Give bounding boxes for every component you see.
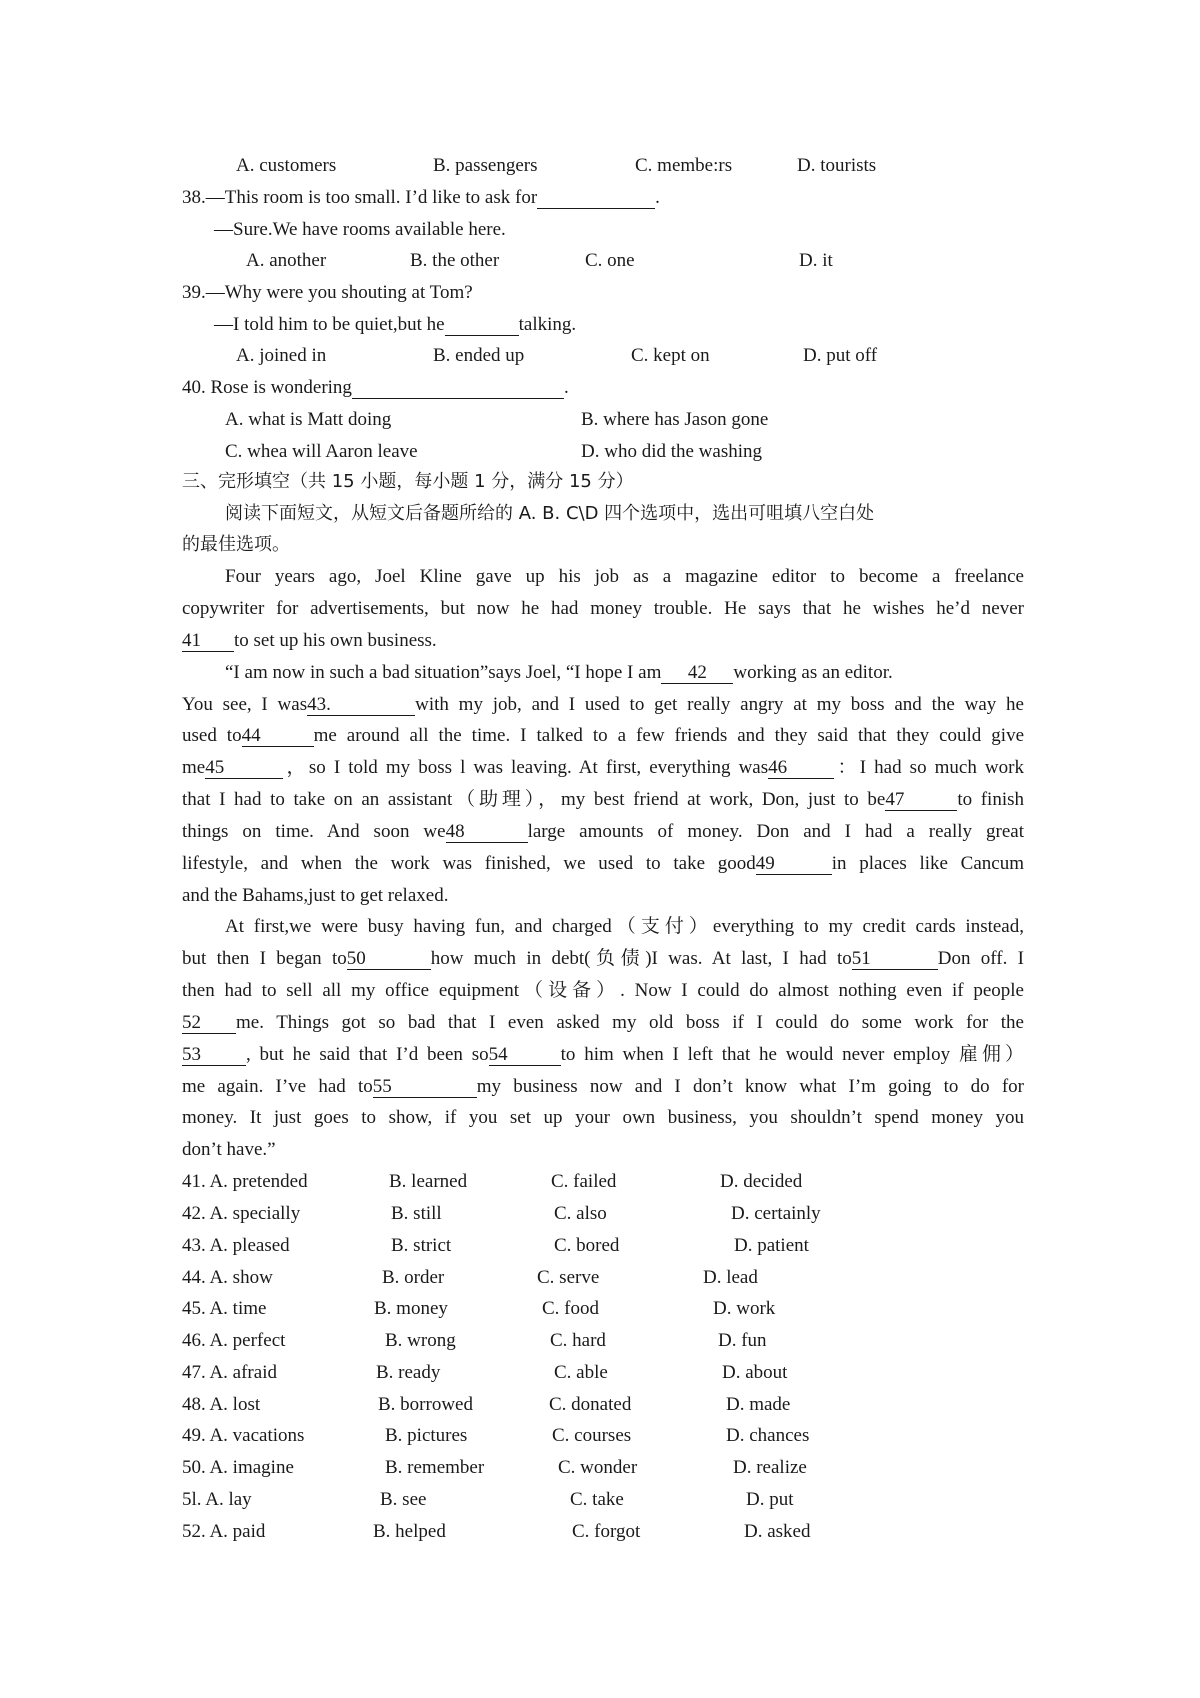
- choice-42-d: D. certainly: [731, 1203, 821, 1224]
- choice-50-c: C. wonder: [558, 1457, 638, 1478]
- q39-stem: 39.—Why were you shouting at Tom?: [182, 282, 473, 303]
- q37-option-d: D. tourists: [797, 155, 877, 176]
- blank-45: 45: [205, 758, 283, 779]
- q39-option-c: C. kept on: [631, 345, 710, 366]
- choice-46-a: 46. A. perfect: [182, 1330, 286, 1351]
- choice-52-b: B. helped: [373, 1521, 446, 1542]
- choice-48-a: 48. A. lost: [182, 1394, 261, 1415]
- choice-50-a: 50. A. imagine: [182, 1457, 294, 1478]
- choice-41-b: B. learned: [389, 1171, 468, 1192]
- passage-line: that I had to take on an assistant（助理），my best friend at work, Don, just to be47 to finish: [182, 789, 1025, 810]
- q38-reply: —Sure.We have rooms available here.: [214, 219, 506, 240]
- passage-line: money. It just goes to show, if you set up your own business, you shouldn’t spend money you: [182, 1107, 1024, 1128]
- blank-47: 47: [885, 790, 957, 811]
- passage-line: don’t have.”: [182, 1139, 276, 1160]
- blank-42: 42: [661, 663, 733, 684]
- q38-blank: [537, 188, 655, 209]
- choice-44-c: C. serve: [537, 1267, 600, 1288]
- passage-line: At first,we were busy having fun, and charged（支付）everything to my credit cards instead,: [225, 916, 1024, 937]
- q40-stem: 40. Rose is wondering .: [182, 377, 569, 398]
- choice-44-b: B. order: [382, 1267, 445, 1288]
- q37-option-c: C. membe:rs: [635, 155, 733, 176]
- choice-43-d: D. patient: [734, 1235, 809, 1256]
- choice-51-c: C. take: [570, 1489, 624, 1510]
- blank-44: 44: [242, 726, 314, 747]
- choice-52-a: 52. A. paid: [182, 1521, 266, 1542]
- blank-41: 41: [182, 631, 234, 652]
- q40-option-c: C. whea will Aaron leave: [225, 441, 418, 462]
- q40-option-d: D. who did the washing: [581, 441, 763, 462]
- blank-50: 50: [347, 949, 431, 970]
- choice-43-a: 43. A. pleased: [182, 1235, 290, 1256]
- passage-line: 41 to set up his own business.: [182, 630, 437, 651]
- section3-instructions-line1: 阅读下面短文，从短文后备题所给的 A. B. C\D 四个选项中，选出可咀填八空白处: [225, 503, 875, 524]
- choice-44-d: D. lead: [703, 1267, 758, 1288]
- passage-line: lifestyle, and when the work was finished, we used to take good49 in places like Cancum: [182, 853, 1024, 874]
- choice-49-b: B. pictures: [385, 1425, 468, 1446]
- blank-51: 51: [852, 949, 938, 970]
- choice-51-a: 5l. A. lay: [182, 1489, 252, 1510]
- choice-47-c: C. able: [554, 1362, 608, 1383]
- choice-46-d: D. fun: [718, 1330, 767, 1351]
- passage-line: copywriter for advertisements, but now he had money trouble. He says that he wishes he’d never: [182, 598, 1024, 619]
- choice-50-b: B. remember: [385, 1457, 485, 1478]
- q39-option-d: D. put off: [803, 345, 878, 366]
- choice-42-a: 42. A. specially: [182, 1203, 301, 1224]
- passage-line: 52 me. Things got so bad that I even asked my old boss if I could do some work for the: [182, 1012, 1024, 1033]
- choice-49-d: D. chances: [726, 1425, 810, 1446]
- blank-52: 52: [182, 1013, 236, 1034]
- passage-line: and the Bahams,just to get relaxed.: [182, 885, 449, 906]
- choice-46-c: C. hard: [550, 1330, 606, 1351]
- choice-43-b: B. strict: [391, 1235, 452, 1256]
- choice-41-d: D. decided: [720, 1171, 803, 1192]
- passage-line: You see, I was43. with my job, and I used to get really angry at my boss and the way he: [182, 694, 1024, 715]
- q38-option-d: D. it: [799, 250, 833, 271]
- q39-blank: [445, 315, 519, 336]
- choice-41-c: C. failed: [551, 1171, 617, 1192]
- choice-42-b: B. still: [391, 1203, 442, 1224]
- passage-line: then had to sell all my office equipment（设备）. Now I could do almost nothing even if people: [182, 980, 1024, 1001]
- choice-51-d: D. put: [746, 1489, 794, 1510]
- blank-48: 48: [446, 822, 528, 843]
- passage-line: 53 , but he said that I’d been so54 to him when I left that he would never employ 雇佣）: [182, 1044, 1024, 1065]
- choice-44-a: 44. A. show: [182, 1267, 273, 1288]
- q39-option-a: A. joined in: [236, 345, 327, 366]
- choice-41-a: 41. A. pretended: [182, 1171, 308, 1192]
- passage-line: but then I began to50 how much in debt(负债)I was. At last, I had to51 Don off. I: [182, 948, 1024, 969]
- choice-48-b: B. borrowed: [378, 1394, 473, 1415]
- section3-instructions-line2: 的最佳选项。: [182, 534, 290, 555]
- choice-43-c: C. bored: [554, 1235, 620, 1256]
- choice-45-a: 45. A. time: [182, 1298, 267, 1319]
- blank-54: 54: [489, 1045, 561, 1066]
- q39-reply: —I told him to be quiet,but he talking.: [214, 314, 577, 335]
- choice-45-d: D. work: [713, 1298, 776, 1319]
- passage-line: me again. I’ve had to55 my business now and I don’t know what I’m going to do for: [182, 1076, 1024, 1097]
- section3-heading: 三、完形填空（共 15 小题，每小题 1 分，满分 15 分）: [182, 471, 634, 492]
- q37-option-b: B. passengers: [433, 155, 538, 176]
- choice-47-a: 47. A. afraid: [182, 1362, 277, 1383]
- choice-48-d: D. made: [726, 1394, 791, 1415]
- q38-option-c: C. one: [585, 250, 635, 271]
- q38-stem: 38.—This room is too small. I’d like to ask for .: [182, 187, 660, 208]
- choice-45-c: C. food: [542, 1298, 599, 1319]
- choice-49-c: C. courses: [552, 1425, 632, 1446]
- blank-49: 49: [756, 854, 832, 875]
- passage-line: Four years ago, Joel Kline gave up his job as a magazine editor to become a freelance: [225, 566, 1024, 587]
- q40-blank: [352, 378, 564, 399]
- choice-51-b: B. see: [380, 1489, 427, 1510]
- q40-option-a: A. what is Matt doing: [225, 409, 392, 430]
- passage-line: used to44 me around all the time. I talked to a few friends and they said that they could give: [182, 725, 1025, 746]
- choice-50-d: D. realize: [733, 1457, 807, 1478]
- choice-47-b: B. ready: [376, 1362, 441, 1383]
- choice-52-d: D. asked: [744, 1521, 811, 1542]
- choice-42-c: C. also: [554, 1203, 607, 1224]
- blank-43: 43.: [307, 695, 415, 716]
- choice-48-c: C. donated: [549, 1394, 632, 1415]
- blank-55: 55: [373, 1077, 477, 1098]
- blank-53: 53: [182, 1045, 246, 1066]
- blank-46: 46: [768, 758, 834, 779]
- q38-option-a: A. another: [246, 250, 327, 271]
- passage-line: “I am now in such a bad situation”says Joel, “I hope I am 42 working as an editor.: [225, 662, 893, 683]
- passage-line: things on time. And soon we48 large amounts of money. Don and I had a really great: [182, 821, 1024, 842]
- choice-46-b: B. wrong: [385, 1330, 456, 1351]
- q39-option-b: B. ended up: [433, 345, 525, 366]
- passage-line: me45 ，so I told my boss l was leaving. At first, everything was46 ：I had so much work: [182, 757, 1024, 778]
- choice-49-a: 49. A. vacations: [182, 1425, 305, 1446]
- q38-option-b: B. the other: [410, 250, 500, 271]
- choice-52-c: C. forgot: [572, 1521, 641, 1542]
- choice-45-b: B. money: [374, 1298, 448, 1319]
- q40-option-b: B. where has Jason gone: [581, 409, 769, 430]
- choice-47-d: D. about: [722, 1362, 788, 1383]
- q37-option-a: A. customers: [236, 155, 337, 176]
